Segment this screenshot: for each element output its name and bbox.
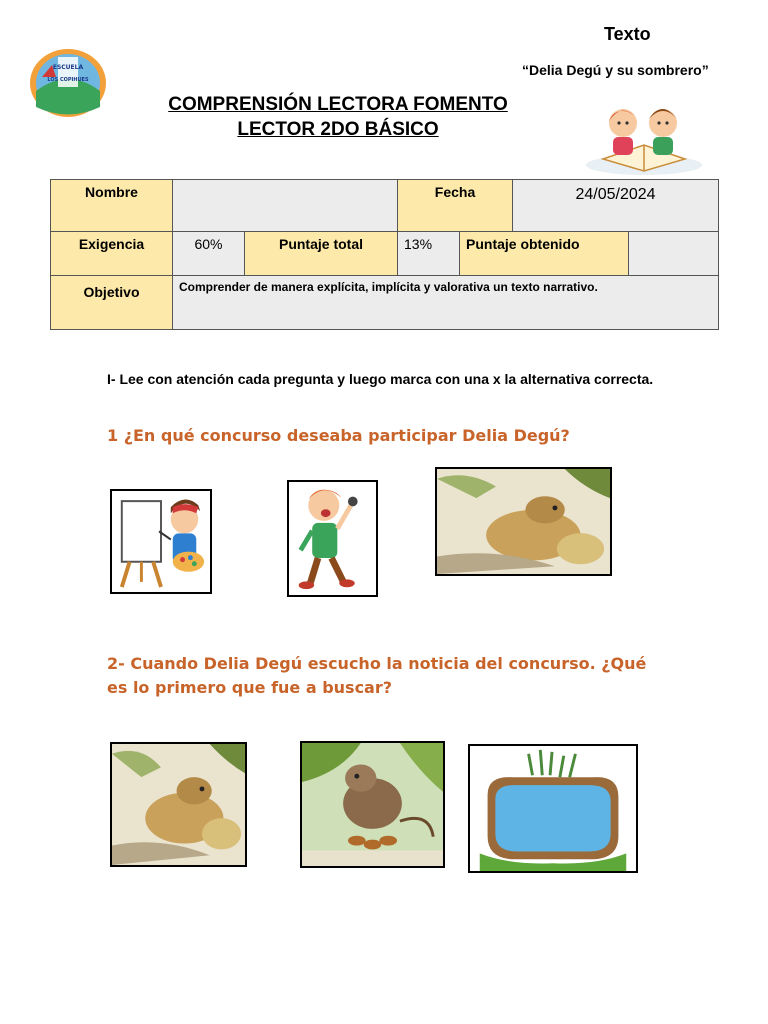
puntaje-total-value: 13% bbox=[398, 232, 460, 276]
option-1a-child-painting[interactable] bbox=[110, 489, 212, 594]
exigencia-label: Exigencia bbox=[51, 232, 173, 276]
puntaje-total-label: Puntaje total bbox=[245, 232, 398, 276]
question-2: 2- Cuando Delia Degú escucho la noticia del concurso. ¿Qué es lo primero que fue a buscar? bbox=[107, 654, 647, 697]
nombre-field[interactable] bbox=[173, 180, 398, 232]
option-2b-degu-eating[interactable] bbox=[300, 741, 445, 868]
page-title bbox=[100, 92, 576, 142]
option-2c-pond[interactable] bbox=[468, 744, 638, 873]
title-line-2: LECTOR 2DO BÁSICO bbox=[237, 119, 439, 140]
texto-label: Texto bbox=[604, 24, 651, 44]
puntaje-obtenido-field[interactable] bbox=[629, 232, 719, 276]
fecha-value: 24/05/2024 bbox=[513, 180, 719, 232]
story-title: “Delia Degú y su sombrero” bbox=[522, 62, 709, 78]
objetivo-label: Objetivo bbox=[51, 276, 173, 330]
puntaje-obtenido-label: Puntaje obtenido bbox=[460, 232, 629, 276]
objetivo-value: Comprender de manera explícita, implícita y valorativa un texto narrativo. bbox=[173, 276, 719, 330]
svg-text:LOS COPIHUES: LOS COPIHUES bbox=[47, 77, 89, 83]
question-1: 1 ¿En qué concurso deseaba participar Delia Degú? bbox=[107, 426, 570, 445]
svg-text:ESCUELA: ESCUELA bbox=[52, 64, 84, 71]
nombre-label: Nombre bbox=[51, 180, 173, 232]
student-info-table bbox=[50, 179, 719, 330]
kids-reading-image bbox=[583, 93, 705, 179]
exigencia-value: 60% bbox=[173, 232, 245, 276]
title-line-1: COMPRENSIÓN LECTORA FOMENTO bbox=[168, 94, 508, 115]
school-logo bbox=[28, 47, 108, 119]
option-1b-child-singing[interactable] bbox=[287, 480, 378, 597]
instructions: I- Lee con atención cada pregunta y luego marca con una x la alternativa correcta. bbox=[107, 371, 654, 387]
fecha-label: Fecha bbox=[398, 180, 513, 232]
option-2a-degu-resting[interactable] bbox=[110, 742, 247, 867]
option-1c-degu-resting[interactable] bbox=[435, 467, 612, 576]
